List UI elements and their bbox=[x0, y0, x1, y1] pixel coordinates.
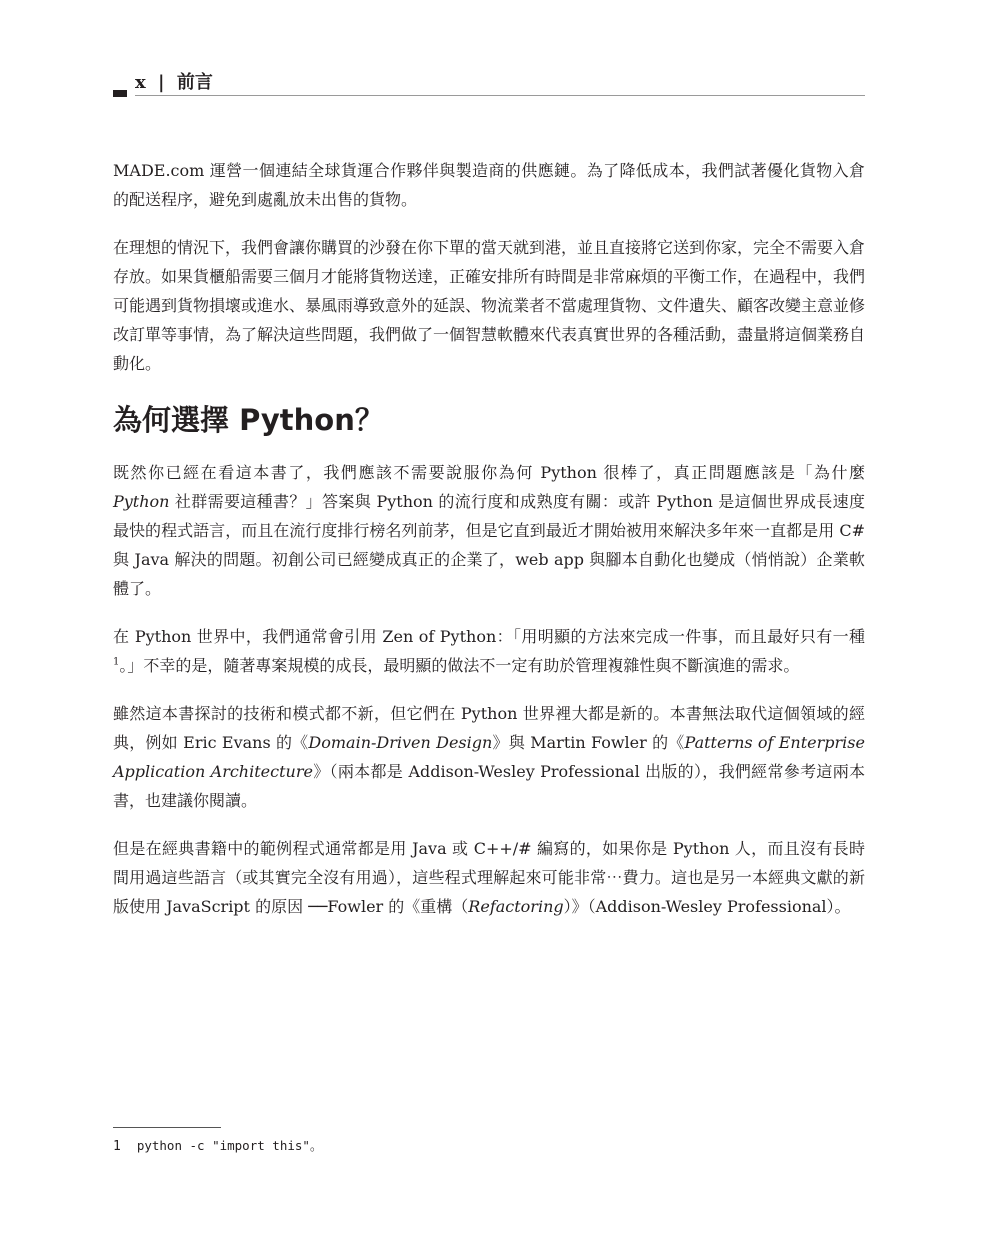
section-paragraph-4: 但是在經典書籍中的範例程式通常都是用 Java 或 C++/# 編寫的，如果你是 Python 人，而且沒有長時間用過這些語言（或其實完全沒有用過），這些程式理解起來可能非常⋯費力。這也是另一本經典文獻的新版使用 JavaScript 的原因 ──Fowler 的《重構（Refactoring）》（Addison-Wesley Professional）。 bbox=[113, 839, 865, 916]
intro-paragraph-2: 在理想的情況下，我們會讓你購買的沙發在你下單的當天就到港，並且直接將它送到你家，完全不需要入倉存放。如果貨櫃船需要三個月才能將貨物送達，正確安排所有時間是非常麻煩的平衡工作，在過程中，我們可能遇到貨物損壞或進水、暴風雨導致意外的延誤、物流業者不當處理貨物、文件遺失、顧客改變主意並修改訂單等事情，為了解決這些問題，我們做了一個智慧軟體來代表真實世界的各種活動，盡量將這個業務自動化。 bbox=[113, 238, 866, 373]
page-number: x bbox=[135, 72, 146, 93]
book-title-peaa: Patterns of Enterprise Application Architecture bbox=[113, 733, 865, 781]
header-separator: | bbox=[158, 72, 165, 93]
section-paragraph-3: 雖然這本書探討的技術和模式都不新，但它們在 Python 世界裡大都是新的。本書無法取代這個領域的經典，例如 Eric Evans 的《Domain-Driven Design》與 Martin Fowler 的《Patterns of Enterprise Application Architecture》（兩本都是 Addison-Wesley Professional 出版的），我們經常參考這兩本書，也建議你閱讀。 bbox=[113, 704, 865, 810]
footnote bbox=[113, 1135, 323, 1154]
footnote-code: python -c "import this" bbox=[136, 1138, 310, 1153]
book-title-refactoring: Refactoring bbox=[468, 897, 564, 916]
section-title: 為何選擇 Python？ bbox=[113, 403, 384, 437]
footnote-rule bbox=[113, 1127, 221, 1128]
section-paragraph-1: 既然你已經在看這本書了，我們應該不需要說服你為何 Python 很棒了，真正問題應該是「為什麼 Python 社群需要這種書？」答案與 Python 的流行度和成熟度有關：或許 Python 是這個世界成長速度最快的程式語言，而且在流行度排行榜名列前茅，但是它直到最近才開始被用來解決多年來一直都是用 C# 與 Java 解決的問題。初創公司已經變成真正的企業了，web app 與腳本自動化也變成（悄悄說）企業軟體了。 bbox=[113, 463, 865, 598]
footnote-suffix: 。 bbox=[309, 1139, 323, 1154]
header-marker bbox=[113, 90, 127, 97]
intro-paragraph-1: MADE.com 運營一個連結全球貨運合作夥伴與製造商的供應鏈。為了降低成本，我們試著優化貨物入倉的配送程序，避免到處亂放未出售的貨物。 bbox=[113, 161, 865, 209]
header-rule bbox=[135, 95, 865, 96]
footnote-number: 1 bbox=[113, 1139, 121, 1154]
header-text bbox=[135, 68, 213, 94]
section-paragraph-2: 在 Python 世界中，我們通常會引用 Zen of Python：「用明顯的方法來完成一件事，而且最好只有一種$^1$。」不幸的是，隨著專案規模的成長，最明顯的做法不一定有助於管理複雜性與不斷演進的需求。 bbox=[113, 627, 865, 675]
header-section: 前言 bbox=[176, 72, 213, 93]
book-title-ddd: Domain-Driven Design bbox=[308, 733, 493, 752]
page-body bbox=[113, 156, 865, 940]
emphasis-python: Python bbox=[113, 492, 170, 511]
footnote-reference[interactable]: 1 bbox=[113, 656, 120, 668]
running-header bbox=[113, 66, 865, 98]
